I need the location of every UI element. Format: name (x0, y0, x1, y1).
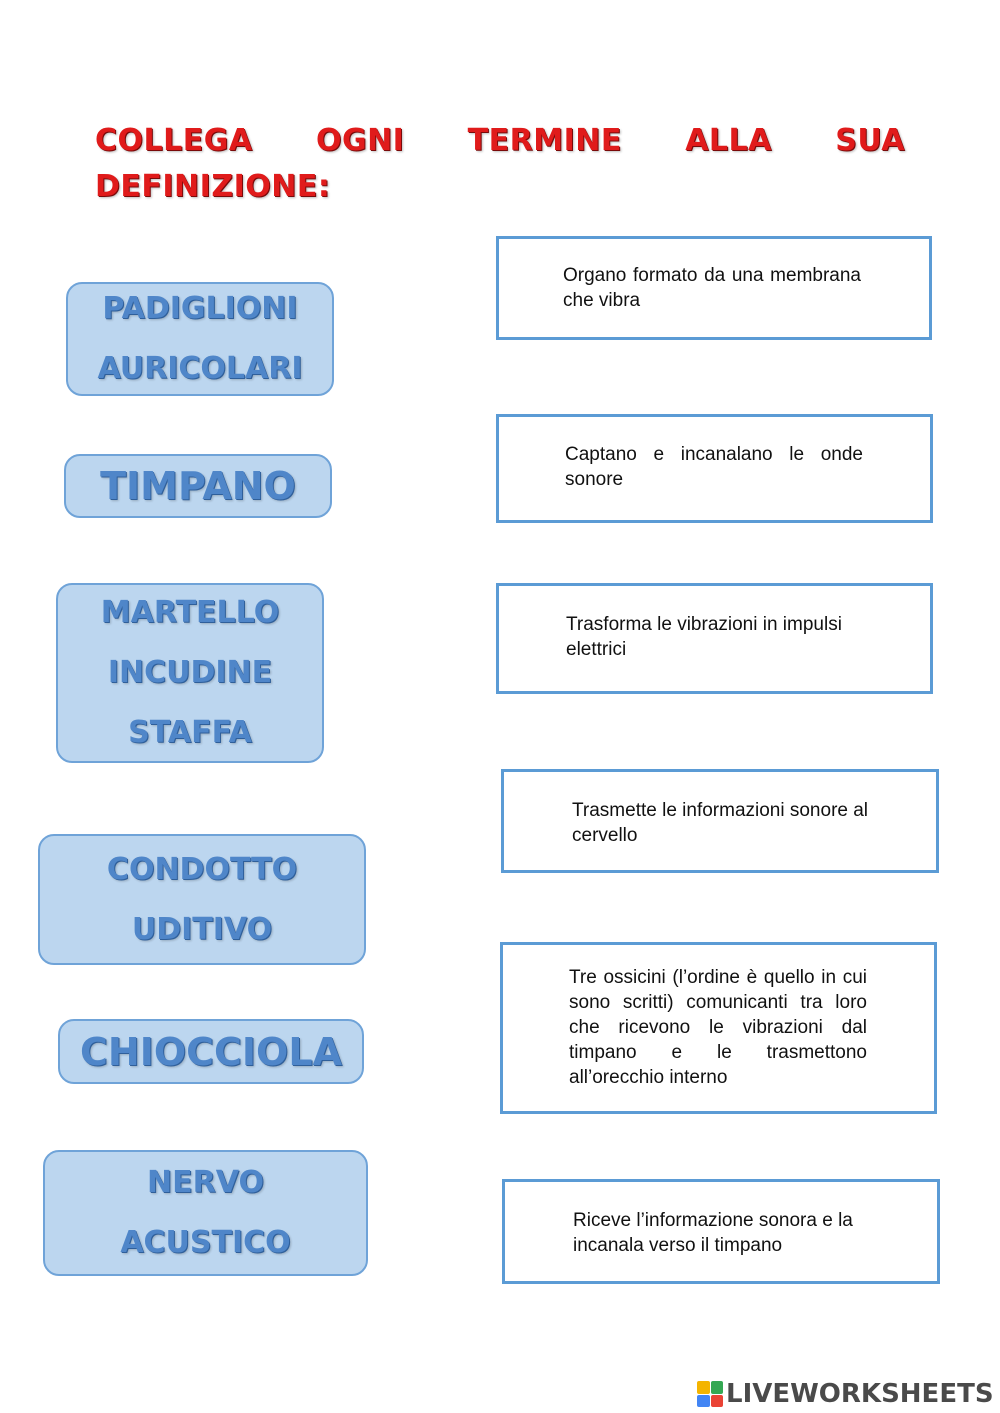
term-condotto-uditivo[interactable] (38, 834, 366, 965)
definition-text: Organo formato da una membrana che vibra (563, 265, 861, 311)
definition-box-3[interactable] (496, 583, 933, 694)
term-label-line: NERVO (147, 1165, 264, 1200)
term-label-line: INCUDINE (107, 655, 273, 690)
definition-box-1[interactable] (496, 236, 932, 340)
term-padiglioni-auricolari[interactable] (66, 282, 334, 396)
term-label-line: UDITIVO (131, 911, 273, 947)
page-title: COLLEGA OGNI TERMINE ALLA SUA DEFINIZIONE: (95, 123, 905, 204)
definition-text: Trasforma le vibrazioni in impulsi elettrici (566, 614, 842, 660)
definition-text: Riceve l’informazione sonora e la incanala verso il timpano (573, 1210, 853, 1256)
term-label-line: AURICOLARI (97, 351, 303, 386)
definition-box-4[interactable] (501, 769, 939, 873)
term-label-line: ACUSTICO (120, 1225, 291, 1260)
liveworksheets-logo-icon (697, 1381, 723, 1407)
logo-square-yellow (697, 1381, 710, 1394)
term-label-line: MARTELLO (100, 595, 280, 630)
definition-box-6[interactable] (502, 1179, 940, 1284)
term-chiocciola[interactable] (58, 1019, 364, 1084)
logo-square-blue (697, 1395, 710, 1408)
term-label-line: CONDOTTO (106, 851, 298, 887)
term-martello-incudine-staffa[interactable] (56, 583, 324, 763)
logo-square-green (711, 1381, 724, 1394)
term-label-line: PADIGLIONI (102, 291, 298, 326)
term-label-line: TIMPANO (100, 464, 296, 508)
liveworksheets-logo (697, 1376, 994, 1412)
definition-box-2[interactable] (496, 414, 933, 523)
logo-wordmark: LIVEWORKSHEETS (726, 1379, 994, 1409)
logo-square-red (711, 1395, 724, 1408)
term-nervo-acustico[interactable] (43, 1150, 368, 1276)
definition-text: Trasmette le informazioni sonore al cervello (572, 800, 869, 846)
term-label-line: CHIOCCIOLA (80, 1029, 342, 1074)
term-label-line: STAFFA (128, 715, 252, 750)
definition-box-5[interactable] (500, 942, 937, 1114)
definition-text: Tre ossicini (l’ordine è quello in cui sono scritti) comunicanti tra loro che ricevono le vibrazioni dal timpano e le trasmettono all’orecchio interno (569, 967, 867, 1088)
term-timpano[interactable] (64, 454, 332, 518)
definition-text: Captano e incanalano le onde sonore (565, 444, 863, 490)
